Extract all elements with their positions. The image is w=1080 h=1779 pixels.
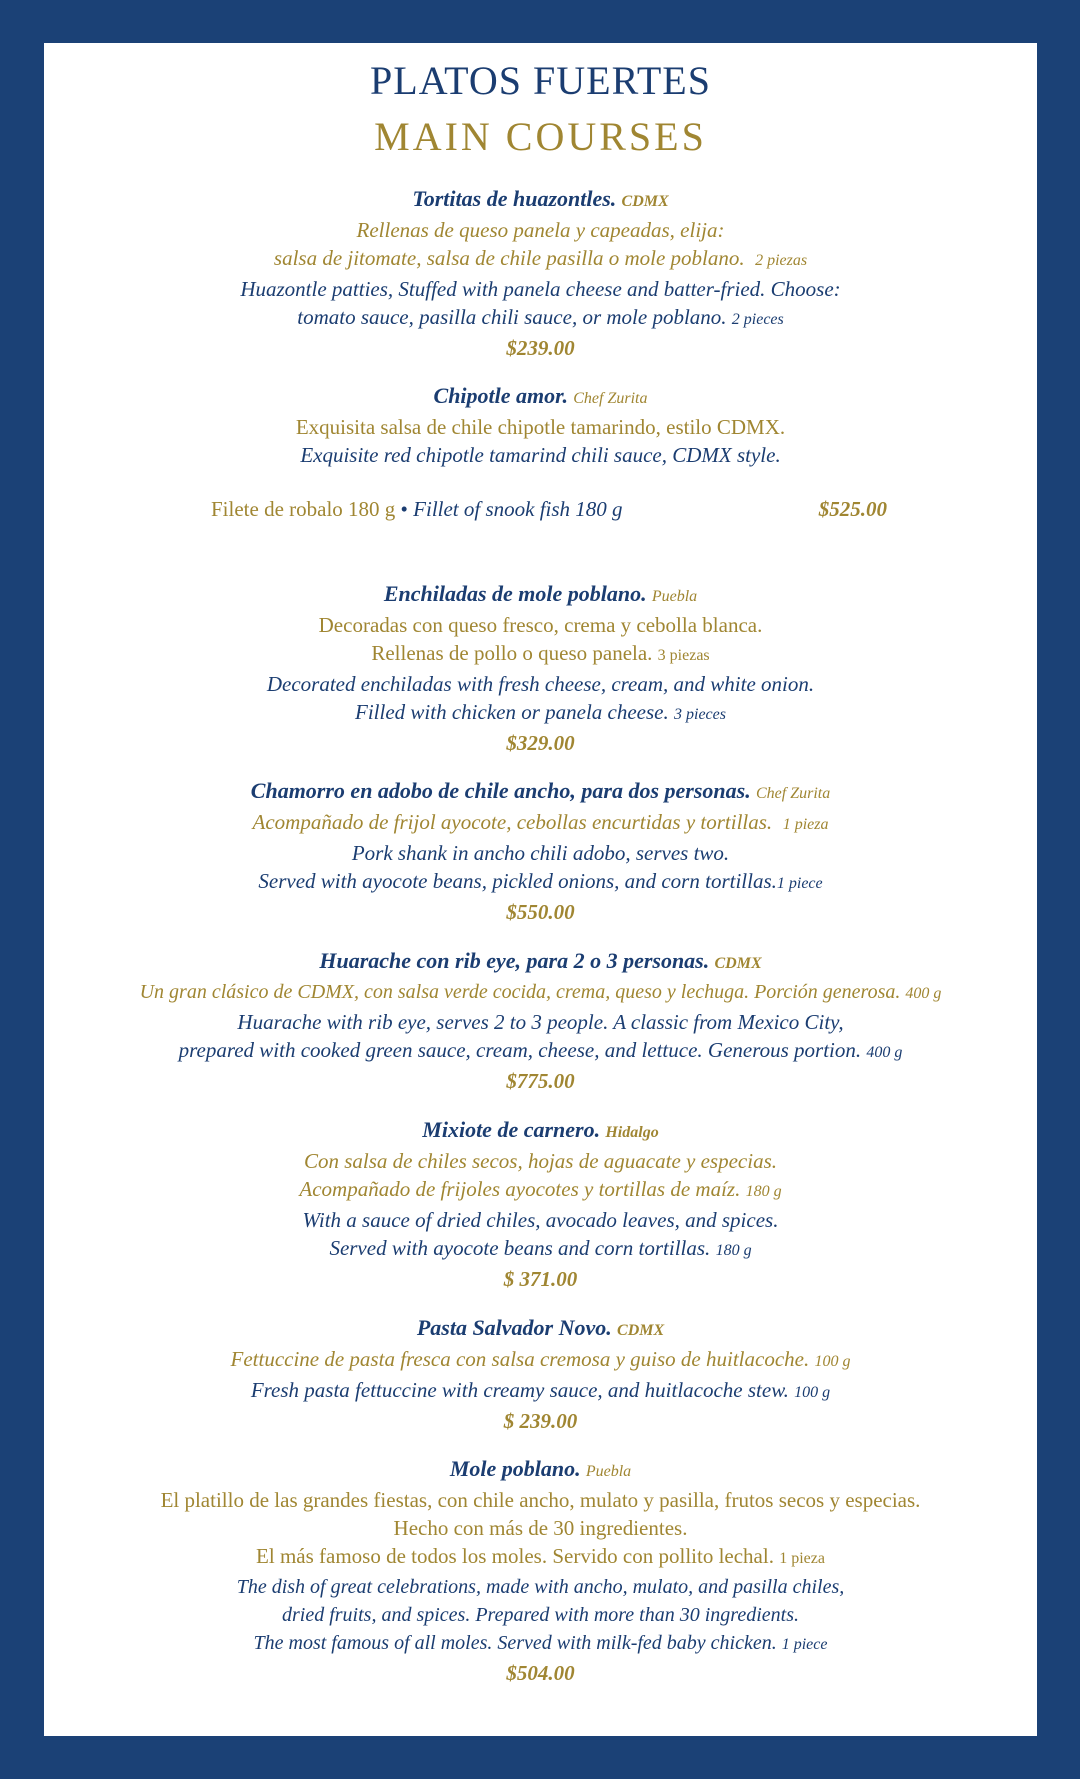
dish-origin: CDMX xyxy=(714,955,762,972)
dish-name: Chipotle amor. xyxy=(433,383,568,408)
dish-desc-es: Un gran clásico de CDMX, con salsa verde cocida, crema, queso y lechuga. Porción generosa. xyxy=(139,981,901,1003)
dish-desc-en: The dish of great celebrations, made with ancho, mulato, and pasilla chiles, xyxy=(236,1576,845,1598)
dish-price: $239.00 xyxy=(506,336,575,360)
dish-pasta-salvador-novo xyxy=(44,1314,1037,1435)
dish-qty-es: 2 piezas xyxy=(755,252,808,269)
dish-price: $ 371.00 xyxy=(503,1267,578,1291)
dish-qty-es: 400 g xyxy=(905,985,942,1002)
dish-desc-en: Exquisite red chipotle tamarind chili sauce, CDMX style. xyxy=(300,443,781,467)
dish-qty-en: 3 pieces xyxy=(674,706,726,723)
dish-desc-en: With a sauce of dried chiles, avocado leaves, and spices. xyxy=(302,1208,779,1232)
dish-origin: Puebla xyxy=(651,588,698,605)
dish-desc-en: Pork shank in ancho chili adobo, serves two. xyxy=(351,841,730,865)
option-separator: • xyxy=(400,497,408,521)
dish-name: Huarache con rib eye, para 2 o 3 personas. xyxy=(319,948,710,973)
dish-name: Mole poblano. xyxy=(449,1456,581,1481)
dish-chipotle-amor xyxy=(44,382,1037,469)
dish-price: $525.00 xyxy=(818,497,887,521)
dish-price: $504.00 xyxy=(506,1661,575,1685)
dish-desc-en: Served with ayocote beans and corn tortillas. xyxy=(329,1236,711,1260)
dish-desc-es: Fettuccine de pasta fresca con salsa cremosa y guiso de huitlacoche. xyxy=(230,1347,810,1371)
dish-price: $329.00 xyxy=(506,731,575,755)
dish-desc-en: prepared with cooked green sauce, cream, cheese, and lettuce. Generous portion. xyxy=(178,1038,862,1062)
dish-desc-en: dried fruits, and spices. Prepared with more than 30 ingredients. xyxy=(281,1604,799,1626)
dish-name: Pasta Salvador Novo. xyxy=(416,1315,612,1340)
dish-name: Enchiladas de mole poblano. xyxy=(383,581,647,606)
option-es: Filete de robalo 180 g xyxy=(211,497,396,521)
dish-origin: CDMX xyxy=(617,1322,665,1339)
dish-name: Chamorro en adobo de chile ancho, para dos personas. xyxy=(250,778,751,803)
dish-desc-en: Huarache with rib eye, serves 2 to 3 people. A classic from Mexico City, xyxy=(237,1010,844,1034)
dish-desc-es: Hecho con más de 30 ingredientes. xyxy=(393,1516,688,1540)
dish-qty-en: 400 g xyxy=(866,1044,903,1061)
dish-name: Tortitas de huazontles. xyxy=(412,186,617,211)
option-en: Fillet of snook fish 180 g xyxy=(413,497,623,521)
dish-qty-es: 1 pieza xyxy=(782,816,829,833)
dish-qty-en: 180 g xyxy=(715,1242,752,1259)
dish-qty-es: 100 g xyxy=(814,1353,851,1370)
dish-desc-es: Rellenas de pollo o queso panela. xyxy=(371,641,653,665)
dish-desc-en: Fresh pasta fettuccine with creamy sauce, and huitlacoche stew. xyxy=(250,1378,789,1402)
dish-desc-es: El más famoso de todos los moles. Servido con pollito lechal. xyxy=(256,1544,774,1568)
dish-qty-en: 1 piece xyxy=(776,875,823,892)
dish-desc-es: Exquisita salsa de chile chipotle tamarindo, estilo CDMX. xyxy=(295,415,786,439)
dish-desc-en: Huazontle patties, Stuffed with panela cheese and batter-fried. Choose: xyxy=(240,277,841,301)
dish-tortitas-de-huazontles xyxy=(44,185,1037,362)
dish-qty-en: 100 g xyxy=(794,1384,831,1401)
dish-price: $ 239.00 xyxy=(503,1409,578,1433)
dish-desc-es: Acompañado de frijoles ayocotes y tortillas de maíz. xyxy=(299,1177,741,1201)
menu-page xyxy=(44,43,1037,1736)
dish-qty-es: 3 piezas xyxy=(657,647,710,664)
dish-price: $775.00 xyxy=(506,1069,575,1093)
dish-name: Mixiote de carnero. xyxy=(422,1117,601,1142)
dish-price: $550.00 xyxy=(506,900,575,924)
dish-desc-en: Filled with chicken or panela cheese. xyxy=(355,700,669,724)
dish-desc-en: tomato sauce, pasilla chili sauce, or mole poblano. xyxy=(297,305,727,329)
dish-qty-en: 2 pieces xyxy=(731,311,784,328)
dish-huarache-con-rib-eye xyxy=(44,947,1037,1095)
dish-origin: Chef Zurita xyxy=(755,785,831,802)
dish-origin: Chef Zurita xyxy=(573,390,648,407)
dish-qty-en: 1 piece xyxy=(781,1636,828,1653)
dish-chamorro-en-adobo xyxy=(44,777,1037,926)
dish-mixiote-de-carnero xyxy=(44,1116,1037,1293)
title-spanish: PLATOS FUERTES xyxy=(370,58,711,103)
dish-enchiladas-de-mole-poblano xyxy=(44,580,1037,757)
dish-desc-es: Acompañado de frijol ayocote, cebollas encurtidas y tortillas. xyxy=(252,810,773,834)
dish-desc-es: El platillo de las grandes fiestas, con chile ancho, mulato y pasilla, frutos secos y especias. xyxy=(160,1488,921,1512)
title-english: MAIN COURSES xyxy=(374,114,707,159)
dish-qty-es: 180 g xyxy=(745,1183,782,1200)
dish-desc-es: Rellenas de queso panela y capeadas, elija: xyxy=(356,218,725,242)
dish-desc-en: Decorated enchiladas with fresh cheese, cream, and white onion. xyxy=(266,672,815,696)
dish-mole-poblano xyxy=(44,1455,1037,1687)
dish-desc-en: The most famous of all moles. Served with milk-fed baby chicken. xyxy=(253,1632,777,1654)
dish-desc-en: Served with ayocote beans, pickled onions, and corn tortillas. xyxy=(258,869,777,893)
dish-desc-es: salsa de jitomate, salsa de chile pasilla o mole poblano. xyxy=(273,246,745,270)
dish-qty-es: 1 pieza xyxy=(779,1550,825,1567)
dish-origin: CDMX xyxy=(621,193,669,210)
dish-desc-es: Decoradas con queso fresco, crema y cebolla blanca. xyxy=(318,613,763,637)
dish-desc-es: Con salsa de chiles secos, hojas de aguacate y especias. xyxy=(304,1149,777,1173)
dish-origin: Hidalgo xyxy=(605,1124,659,1141)
dish-origin: Puebla xyxy=(585,1463,632,1480)
